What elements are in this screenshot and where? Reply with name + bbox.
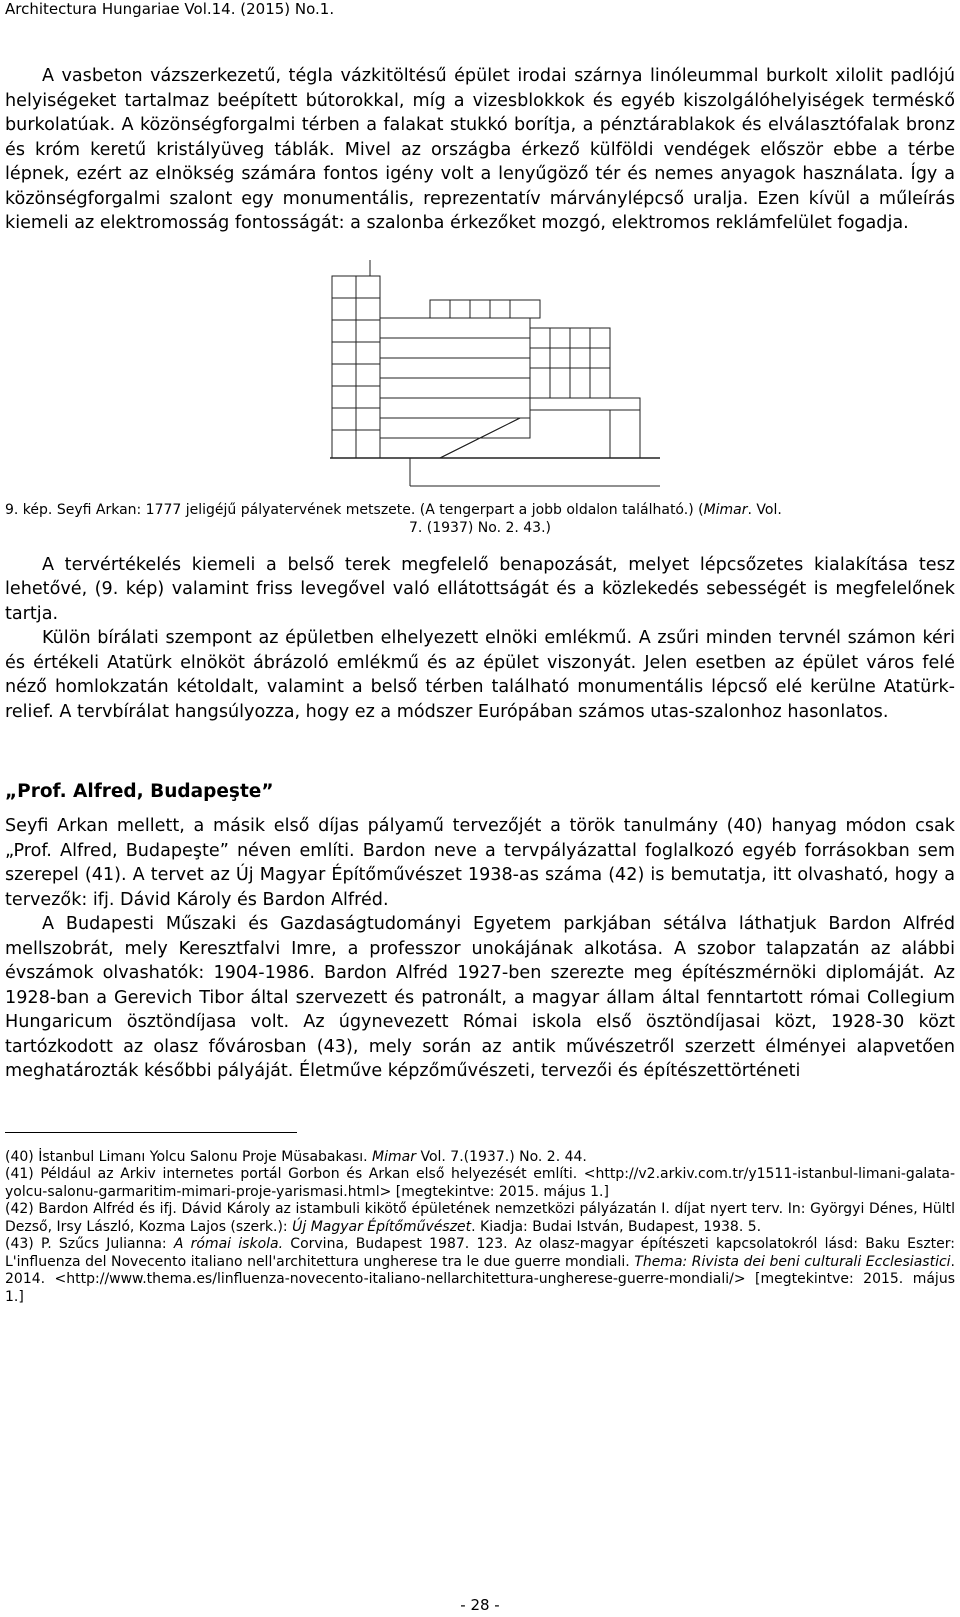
figure-caption: 9. kép. Seyfi Arkan: 1777 jeligéjű pályatervének metszete. (A tengerpart a jobb oldalon található.) (Mimar. Vol. 7. (1937) No. 2. 43.) [5,501,782,536]
section-heading: „Prof. Alfred, Budapeşte” [5,781,274,802]
body-paragraph: Seyfi Arkan mellett, a másik első díjas pályamű tervezőjét a török tanulmány (40) hanyag módon csak „Prof. Alfred, Budapeşte” néven említi. Bardon neve a tervpályázattal foglalkozó egyéb forrásokban sem szerepel (41). A tervet az Új Magyar Építőművészet 1938-as száma (42) is bemutatja, itt olvasható, hogy a tervezők: ifj. Dávid Károly és Bardon Alfréd. [5,816,955,910]
footnote-separator [5,1132,297,1133]
body-paragraph: A Budapesti Műszaki és Gazdaságtudományi Egyetem parkjában sétálva láthatjuk Bardon Alfréd mellszobrát, mely Keresztfalvi Imre, a professzor unokájának alkotása. A szobor talapzatán az alábbi évszámok olvashatók: 1904-1986. Bardon Alfréd 1927-ben szerezte meg építészmérnöki diplomáját. Az 1928-ban a Gerevich Tibor által szervezett és patronált, a magyar állam által fenntartott római Collegium Hungaricum ösztöndíjasa volt. Az úgynevezett Római iskola első ösztöndíjasai közt, 1928-30 közt tartózkodott az olasz fővárosban (43), mely során az antik művészetről szerzett élményei alapvetően meghatározták későbbi pályáját. Életműve képzőművészeti, tervezői és építészettörténeti [5,914,955,1081]
body-paragraph: A vasbeton vázszerkezetű, tégla vázkitöltésű épület irodai szárnya linóleummal burkolt xilolit padlójú helyiségeket tartalmaz beépített bútorokkal, míg a vizesblokkok és egyéb kiszolgálóhelyiségek terméskő burkolatúak. A közönségforgalmi térben a falakat stukkó borítja, a pénztárablakok és elválasztófalak bronz és króm keretű kristályüveg táblák. Mivel az országba érkező külföldi vendégek először ebbe a térbe lépnek, ezért az elnökség számára fontos igény volt a lenyűgöző tér és nemes anyagok használata. Így a közönségforgalmi szalont egy monumentális, reprezentatív márványlépcső uralja. Ezen kívül a műleírás kiemeli az elektromosság fontosságát: a szalonba érkezőket mozgó, elektromos reklámfelület fogadja. [5,66,955,233]
page-content [5,64,955,1306]
footnote-42: (42) Bardon Alfréd és ifj. Dávid Károly az istambuli kikötő épületének nemzetközi pályázatán I. díjat nyert terv. In: Györgyi Dénes, Hültl Dezső, Irsy László, Kozma Lajos (szerk.): Új Magyar Építőművészet. Kiadja: Budai István, Budapest, 1938. 5. [5,1201,955,1235]
running-header: Architectura Hungariae Vol.14. (2015) No.1. [5,0,335,18]
figure-section-drawing [5,258,955,493]
building-section-drawing [330,258,670,488]
footnote-40: (40) İstanbul Limanı Yolcu Salonu Proje Müsabakası. Mimar Vol. 7.(1937.) No. 2. 44. [5,1148,587,1165]
footnote-41: (41) Például az Arkiv internetes portál Gorbon és Arkan első helyezését említi. <http://v2.arkiv.com.tr/y1511-istanbul-limani-galata-yolcu-salonu-garmaritim-mimari-proje-yarismasi.html> [megtekintve: 2015. május 1.] [5,1166,955,1200]
body-paragraph: A tervértékelés kiemeli a belső terek megfelelő benapozását, melyet lépcsőzetes kialakítása tesz lehetővé, (9. kép) valamint friss levegővel való ellátottságát és a közlekedés sebességét is megfelelőnek tartja. [5,554,955,624]
footnote-43: (43) P. Szűcs Julianna: A római iskola. Corvina, Budapest 1987. 123. Az olasz-magyar építészeti kapcsolatokról lásd: Baku Eszter: L'influenza del Novecento italiano nell'architettura ungherese tra le due guerre mondiali. Thema: Rivista dei beni culturali Ecclesiastici. 2014. <http://www.thema.es/linfluenza-novecento-italiano-nellarchitettura-ungherese-guerre-mondiali/> [megtekintve: 2015. május 1.] [5,1236,955,1305]
footnotes [5,1149,955,1307]
page-number: - 28 - [460,1596,500,1614]
body-paragraph: Külön bírálati szempont az épületben elhelyezett elnöki emlékmű. A zsűri minden tervnél számon kéri és értékeli Atatürk elnököt ábrázoló emlékmű és az épület viszonyát. Jelen esetben az épület város felé néző homlokzatán kétoldalt, valamint a belső térben található monumentális lépcső elé kerülne Atatürk-relief. A tervbírálat hangsúlyozza, hogy ez a módszer Európában számos utas-szalonhoz hasonlatos. [5,628,955,722]
